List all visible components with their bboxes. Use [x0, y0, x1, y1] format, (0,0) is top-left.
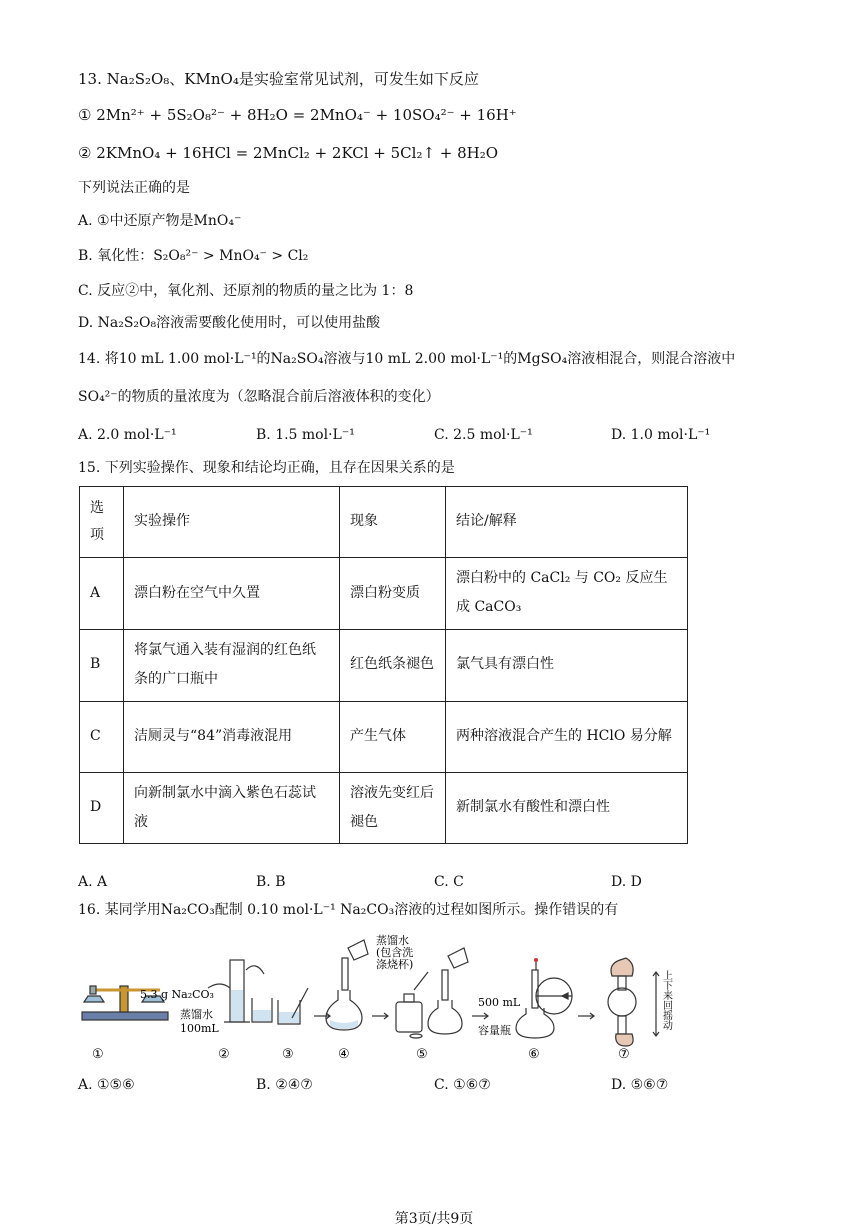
beaker-with-stirring-rod-icon — [278, 988, 308, 1024]
flask-volume-label: 500 mL — [478, 996, 521, 1009]
q14-option-b: B. 1.5 mol·L⁻¹ — [256, 427, 355, 443]
page-footer: 第3页/共9页 — [394, 1211, 474, 1227]
table-cell: B — [80, 629, 124, 701]
table-cell: 向新制氯水中滴入紫色石蕊试液 — [124, 772, 340, 844]
q13-option-c: C. 反应②中，氧化剂、还原剂的物质的量之比为 1：8 — [78, 283, 414, 299]
table-cell: D — [80, 772, 124, 844]
wash-bottle-icon — [396, 972, 428, 1038]
table-cell: 新制氯水有酸性和漂白性 — [446, 772, 688, 844]
step-label: ⑦ — [618, 1047, 630, 1062]
q15-option-c: C. C — [434, 874, 464, 890]
table-row — [80, 772, 688, 844]
table-cell: 漂白粉中的 CaCl₂ 与 CO₂ 反应生成 CaCO₃ — [446, 558, 688, 630]
wash-label-1: 蒸馏水 — [376, 934, 409, 947]
table-cell: 将氯气通入装有湿润的红色纸条的广口瓶中 — [124, 629, 340, 701]
step-label: ① — [92, 1047, 104, 1062]
q16-option-c: C. ①⑥⑦ — [434, 1077, 491, 1093]
volumetric-flask-icon — [428, 948, 468, 1034]
q16-option-a: A. ①⑤⑥ — [78, 1077, 135, 1093]
mass-label: 5.3 g Na₂CO₃ — [140, 988, 214, 1001]
q14-option-c: C. 2.5 mol·L⁻¹ — [434, 427, 533, 443]
water-label: 蒸馏水 — [180, 1008, 213, 1021]
step-label: ② — [218, 1047, 230, 1062]
q13-option-a: A. ①中还原产物是MnO₄⁻ — [78, 213, 242, 229]
q15-stem: 15. 下列实验操作、现象和结论均正确，且存在因果关系的是 — [78, 460, 455, 476]
shake-label: 上下来回摇动 — [660, 970, 672, 1030]
q15-option-b: B. B — [256, 874, 286, 890]
table-row — [80, 558, 688, 630]
q13-equation-2: ② 2KMnO₄ + 16HCl = 2MnCl₂ + 2KCl + 5Cl₂↑ + 8H₂O — [78, 144, 499, 162]
q13-equation-1: ① 2Mn²⁺ + 5S₂O₈²⁻ + 8H₂O = 2MnO₄⁻ + 10SO₄²⁻ + 16H⁺ — [78, 106, 517, 124]
table-cell: 漂白粉变质 — [340, 558, 446, 630]
table-row — [80, 701, 688, 772]
q14-stem-line2: SO₄²⁻的物质的量浓度为（忽略混合前后溶液体积的变化） — [78, 389, 440, 405]
q14-stem-line1: 14. 将10 mL 1.00 mol·L⁻¹的Na₂SO₄溶液与10 mL 2.00 mol·L⁻¹的MgSO₄溶液相混合，则混合溶液中 — [78, 351, 736, 367]
flask-shaking-icon — [608, 958, 659, 1046]
q13-stem: 13. Na₂S₂O₈、KMnO₄是实验室常见试剂，可发生如下反应 — [78, 70, 479, 88]
q15-option-a: A. A — [78, 874, 108, 890]
table-cell: 洁厕灵与“84”消毒液混用 — [124, 701, 340, 772]
header-option: 选项 — [80, 487, 124, 558]
table-cell: 红色纸条褪色 — [340, 629, 446, 701]
q15-table — [79, 486, 688, 844]
q13-option-d: D. Na₂S₂O₈溶液需要酸化使用时，可以使用盐酸 — [78, 315, 381, 331]
table-cell: 氯气具有漂白性 — [446, 629, 688, 701]
table-cell: A — [80, 558, 124, 630]
water-volume-label: 100mL — [180, 1022, 219, 1035]
q15-option-d: D. D — [611, 874, 642, 890]
beaker-icon — [252, 998, 272, 1022]
step-label: ⑥ — [528, 1047, 540, 1062]
q14-option-d: D. 1.0 mol·L⁻¹ — [611, 427, 711, 443]
header-conclusion: 结论/解释 — [446, 487, 688, 558]
table-header-row — [80, 487, 688, 558]
header-phenomenon: 现象 — [340, 487, 446, 558]
header-operation: 实验操作 — [124, 487, 340, 558]
table-cell: 产生气体 — [340, 701, 446, 772]
q16-stem: 16. 某同学用Na₂CO₃配制 0.10 mol·L⁻¹ Na₂CO₃溶液的过程如图所示。操作错误的有 — [78, 902, 619, 918]
q13-question: 下列说法正确的是 — [78, 180, 190, 196]
step-label: ⑤ — [416, 1047, 428, 1062]
wash-label-2: (包含洗 — [376, 946, 414, 959]
volumetric-flask-pouring-icon — [326, 940, 368, 1030]
table-cell: 溶液先变红后褪色 — [340, 772, 446, 844]
q16-option-d: D. ⑤⑥⑦ — [611, 1077, 669, 1093]
q16-option-b: B. ②④⑦ — [256, 1077, 313, 1093]
step-label: ④ — [338, 1047, 350, 1062]
wash-label-3: 涤烧杯) — [376, 958, 414, 971]
table-cell: 两种溶液混合产生的 HClO 易分解 — [446, 701, 688, 772]
table-cell: 漂白粉在空气中久置 — [124, 558, 340, 630]
q14-option-a: A. 2.0 mol·L⁻¹ — [78, 427, 177, 443]
q16-procedure-figure — [80, 930, 700, 1065]
volumetric-flask-reading-icon — [516, 958, 572, 1038]
flask-name-label: 容量瓶 — [478, 1024, 511, 1037]
table-cell: C — [80, 701, 124, 772]
q13-option-b: B. 氧化性：S₂O₈²⁻ > MnO₄⁻ > Cl₂ — [78, 248, 309, 264]
step-label: ③ — [282, 1047, 294, 1062]
table-row — [80, 629, 688, 701]
